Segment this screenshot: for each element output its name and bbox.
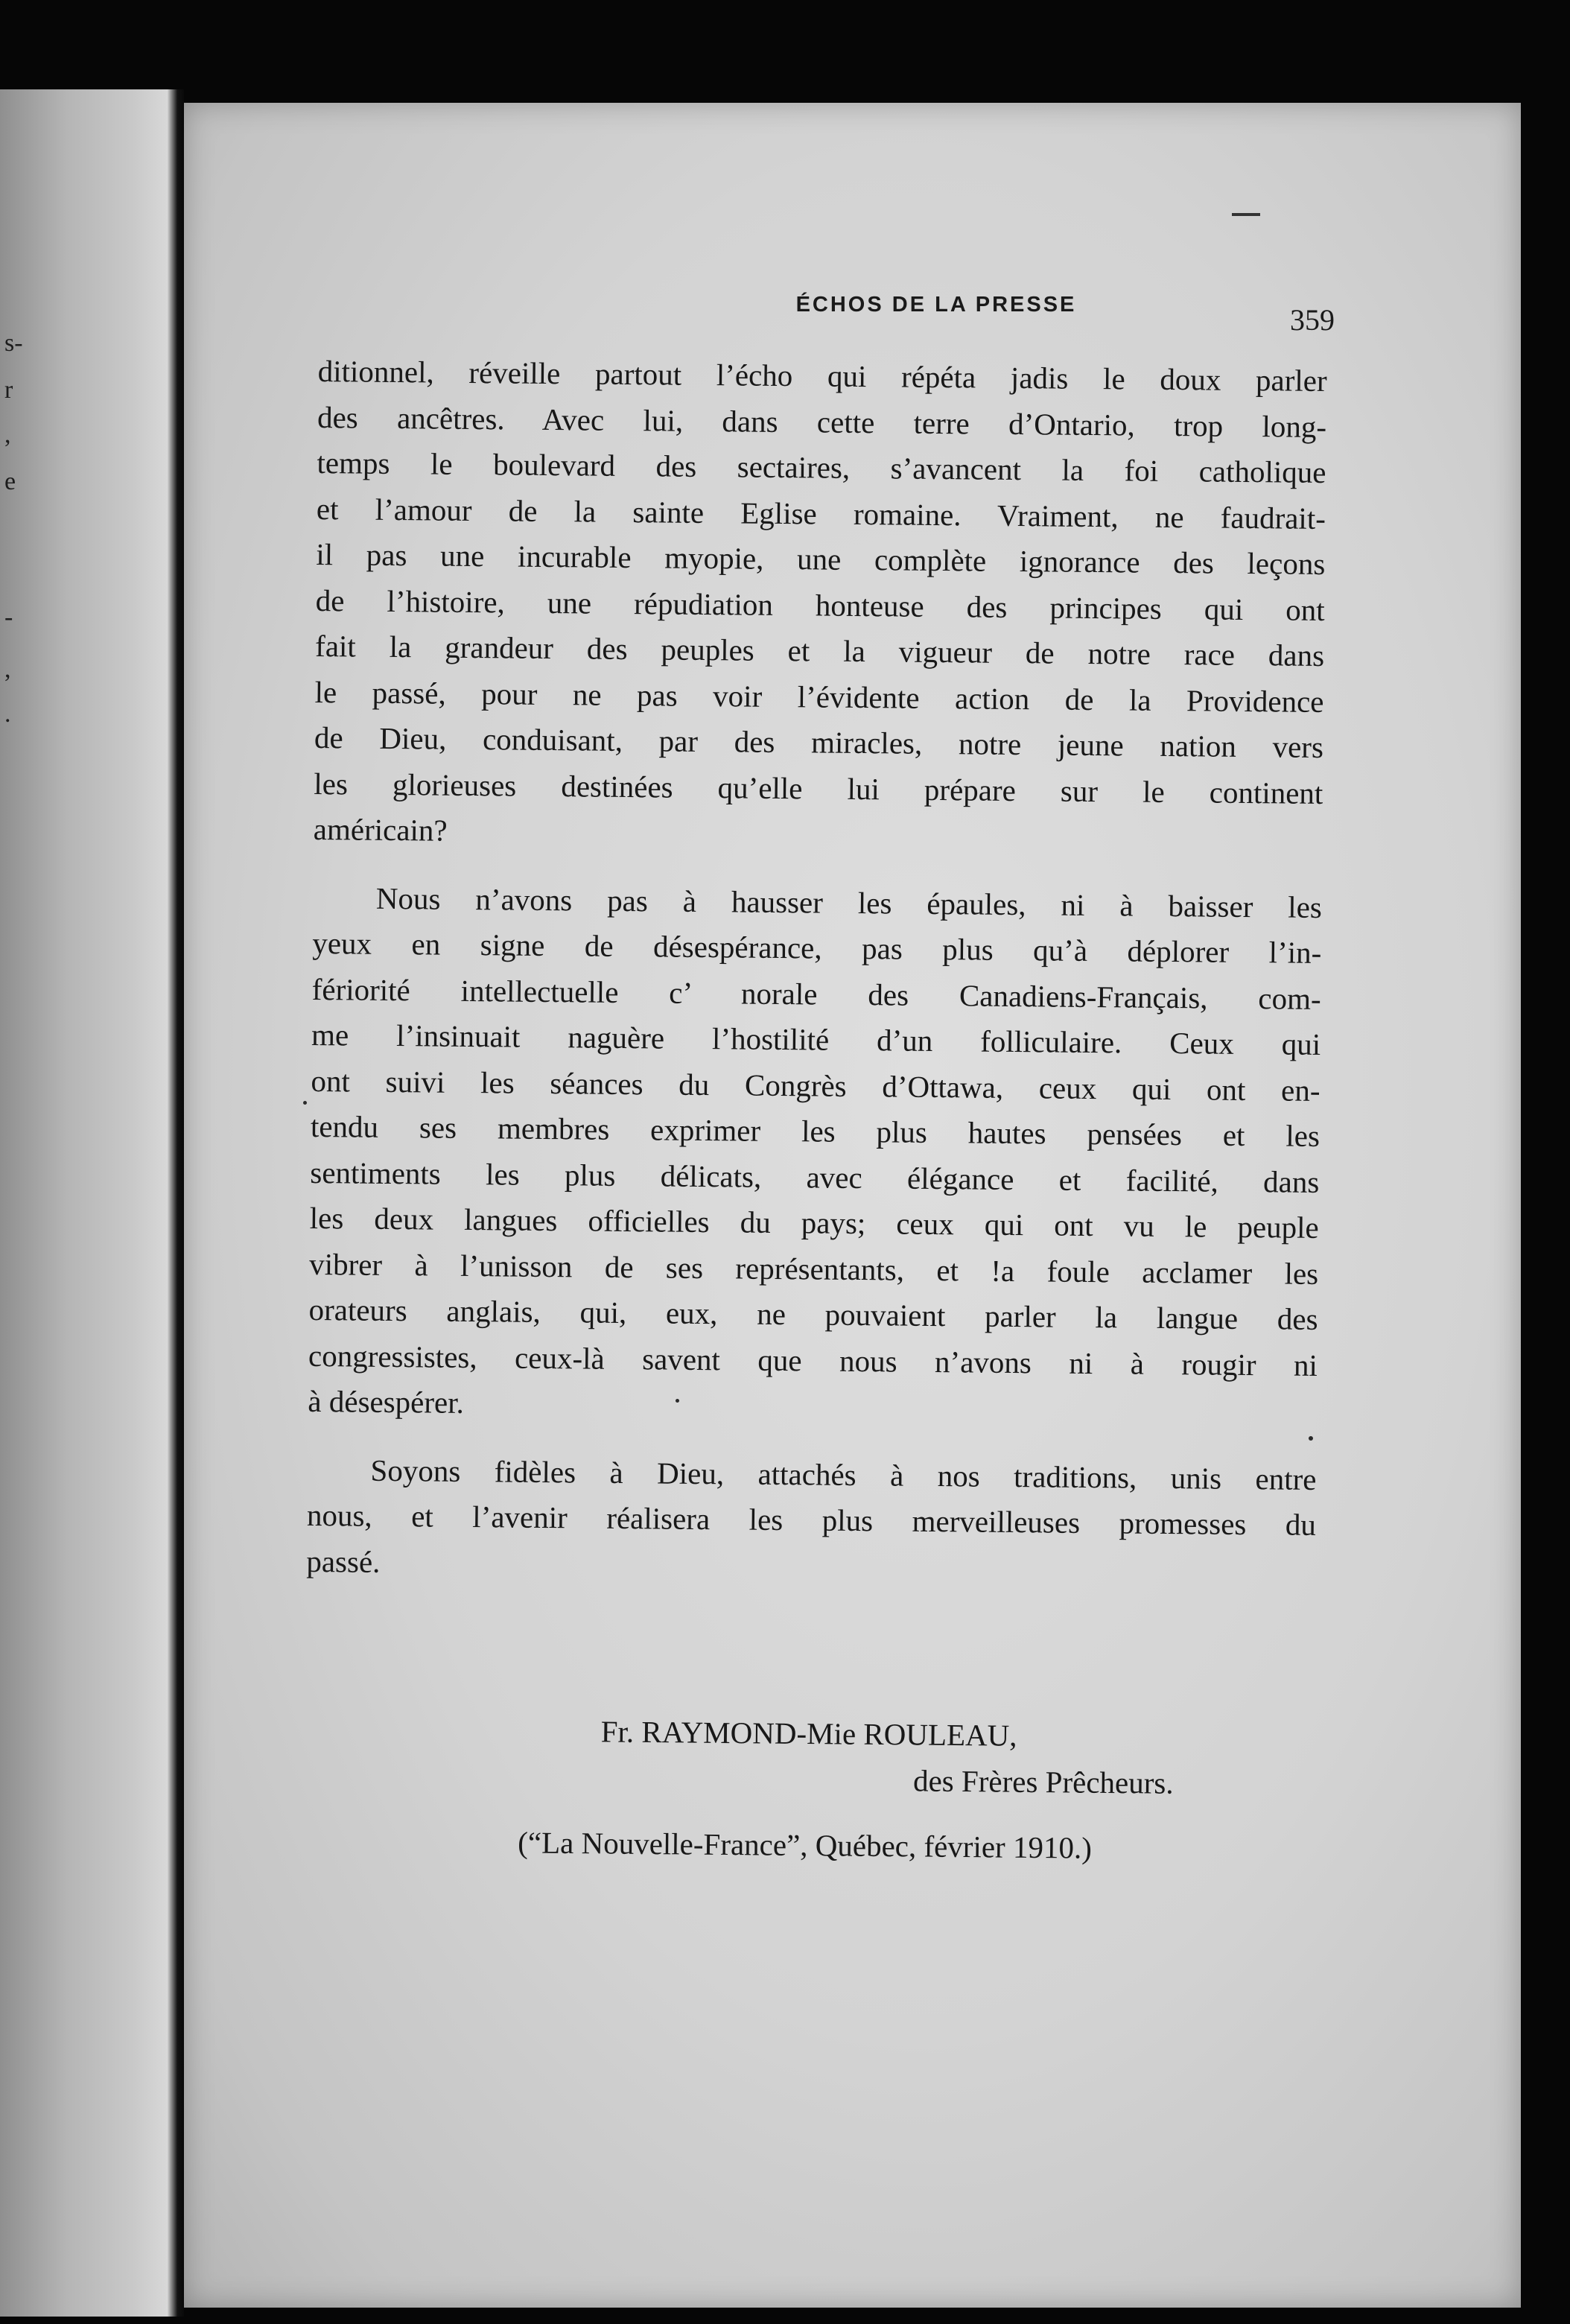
book-gutter xyxy=(168,89,184,2317)
text-line: ditionnel, réveille partout l’écho qui répéta jadis le doux parler xyxy=(317,353,1327,399)
text-line: yeux en signe de désespérance, pas plus qu’à déplorer l’in- xyxy=(312,925,1322,970)
text-line: à désespérer. xyxy=(308,1383,465,1420)
text-line: ont suivi les séances du Congrès d’Ottawa, ceux qui ont en- xyxy=(311,1063,1320,1108)
scan-speck xyxy=(676,1399,679,1403)
paragraph-2 xyxy=(308,874,1322,1434)
source-citation: (“La Nouvelle-France”, Québec, février 1910.) xyxy=(518,1825,1093,1865)
text-line: sentiments les plus délicats, avec élégance et facilité, dans xyxy=(310,1155,1320,1199)
page-mark xyxy=(1232,213,1260,216)
page-number: 359 xyxy=(1290,303,1335,337)
scan-speck xyxy=(1309,1436,1313,1441)
text-line: congressistes, ceux-là savent que nous n’avons ni à rougir ni xyxy=(308,1338,1318,1382)
left-page-fragment: , xyxy=(4,655,11,683)
text-line: fait la grandeur des peuples et la vigueur de notre race dans xyxy=(314,628,1325,673)
text-line: les deux langues officielles du pays; ceux qui ont vu le peuple xyxy=(309,1200,1319,1245)
left-page-fragment: . xyxy=(4,700,11,728)
text-line: temps le boulevard des sectaires, s’avancent la foi catholique xyxy=(317,445,1326,489)
book-page xyxy=(184,103,1521,2308)
text-line: Soyons fidèles à Dieu, attachés à nos traditions, unis entre xyxy=(370,1452,1317,1496)
running-head: ÉCHOS DE LA PRESSE xyxy=(795,293,1077,317)
paragraph-3 xyxy=(306,1447,1317,1593)
left-page-fragment: , xyxy=(4,421,11,448)
text-line: et l’amour de la sainte Eglise romaine. Vraiment, ne faudrait- xyxy=(316,491,1326,536)
scan-speck xyxy=(303,1101,307,1105)
signature-block xyxy=(518,1708,1465,1875)
left-page-fragment: s- xyxy=(4,329,23,357)
text-line: vibrer à l’unisson de ses représentants, et !a foule acclamer les xyxy=(308,1246,1319,1291)
text-line: me l’insinuait naguère l’hostilité d’un folliculaire. Ceux qui xyxy=(311,1017,1321,1061)
text-line: nous, et l’avenir réalisera les plus merveilleuses promesses du xyxy=(306,1497,1317,1542)
left-page-strip xyxy=(0,89,168,2317)
text-line: le passé, pour ne pas voir l’évidente action de la Providence xyxy=(314,674,1324,719)
text-line: tendu ses membres exprimer les plus hautes pensées et les xyxy=(310,1108,1320,1153)
text-line: de l’histoire, une répudiation honteuse des principes qui ont xyxy=(315,582,1325,627)
left-page-fragment: e xyxy=(4,468,16,495)
left-page-fragment: - xyxy=(4,603,13,631)
text-line: de Dieu, conduisant, par des miracles, notre jeune nation vers xyxy=(314,720,1324,764)
text-line: il pas une incurable myopie, une complète ignorance des leçons xyxy=(316,536,1326,581)
text-line: des ancêtres. Avec lui, dans cette terre d’Ontario, trop long- xyxy=(317,399,1327,444)
paragraph-1 xyxy=(314,349,1327,862)
text-line: fériorité intellectuelle c’ norale des Canadiens-Français, com- xyxy=(311,971,1321,1016)
author-name: Fr. RAYMOND-Mie ROULEAU, xyxy=(600,1714,1017,1753)
text-line: Nous n’avons pas à hausser les épaules, ni à baisser les xyxy=(375,880,1323,924)
text-line: américain? xyxy=(313,811,448,848)
author-order: des Frères Prêcheurs. xyxy=(912,1763,1174,1800)
body-text xyxy=(306,349,1327,1594)
text-line: orateurs anglais, qui, eux, ne pouvaient parler la langue des xyxy=(308,1292,1318,1336)
text-line: les glorieuses destinées qu’elle lui prépare sur le continent xyxy=(314,766,1323,810)
text-line: passé. xyxy=(306,1543,381,1579)
left-page-fragment: r xyxy=(4,376,13,404)
